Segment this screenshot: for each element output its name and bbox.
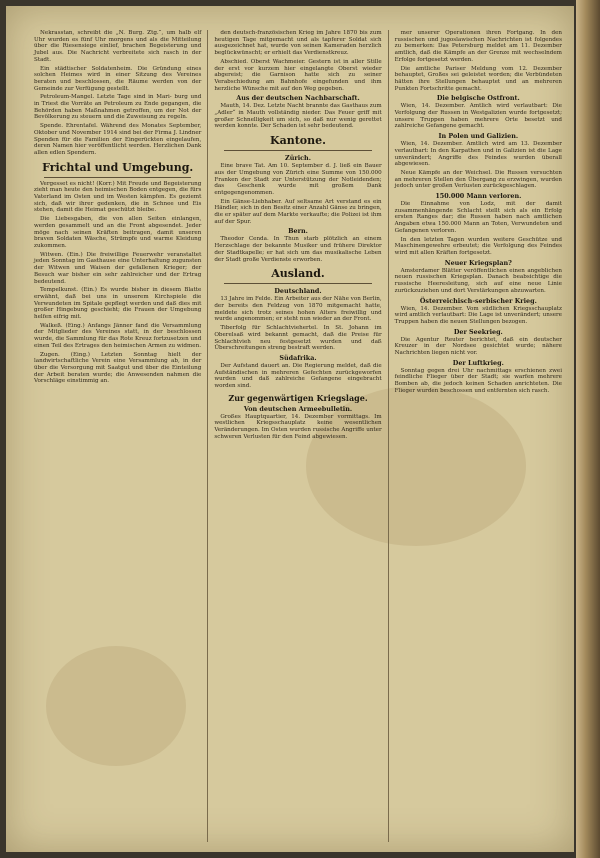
article-paragraph: Zugen. (Eing.) Letzten Sonntag hielt der landwirtschaftliche Verein eine Versammlung ab, in der über die Versorgung mit Saatgut und über die Einteilung der Arbeit beraten wurde; die Anwesenden nahmen die Vorschläge einstimmig an. <box>34 351 202 385</box>
article-paragraph: Tempelkunst. (Ein.) Es wurde bisher in diesem Blatte erwähnt, daß bei uns in unserem Kirchspiele die Verwundeten im Spitale gepflegt werden und daß dies mit großer Hingebung geschieht; die Frauen der Umgebung helfen eifrig mit. <box>34 287 202 321</box>
article-paragraph: Neue Kämpfe an der Weichsel. Die Russen versuchten an mehreren Stellen den Übergang zu erzwingen, wurden jedoch unter großen Verlusten zurückgeschlagen. <box>394 169 562 190</box>
section-heading: Frichtal und Umgebung. <box>42 160 194 174</box>
article-paragraph: Walkeß. (Eing.) Anfangs Jänner fand die Versammlung der Mitglieder des Vereines statt, in der beschlossen wurde, die Sammlung für das Rote Kreuz fortzusetzen und einen Teil des Ertrages den heimischen Armen zu widmen. <box>34 322 202 349</box>
article-paragraph: Wien, 14. Dezember. Vom südlichen Kriegsschauplatz wird amtlich verlautbart: Die Lage ist unverändert; unsere Truppen haben die neuen Stellungen bezogen. <box>394 305 562 325</box>
article-heading: Der Luftkrieg. <box>452 358 504 367</box>
article-heading: Die belgische Ostfront. <box>436 94 520 103</box>
article-heading: Von deutschen Armeebulletin. <box>243 404 353 413</box>
article-heading: 150.000 Mann verloren. <box>435 192 522 201</box>
column-middle <box>208 30 388 842</box>
article-paragraph: Abschied. Oberst Wachmeier. Gestern ist in aller Stille der erst vor kurzem hier eingelangte Oberst wieder abgereist; die Garnison hatte sich zu seiner Verabschiedung am Bahnhofe eingefunden und ihm herzliche Wünsche mit auf den Weg gegeben. <box>214 58 382 92</box>
article-paragraph: Petroleum-Mangel. Letzte Tage sind in Mari- burg und in Triest die Vorräte an Petroleum zu Ende gegangen, die Behörden haben Maßnahmen getroffen, um der Not der Bevölkerung zu steuern und die Zuweisung zu regeln. <box>34 94 202 121</box>
section-heading: Kantone. <box>270 134 326 148</box>
article-heading: Südafrika. <box>279 353 317 362</box>
heading-rule <box>224 283 371 284</box>
article-paragraph: Mauth, 14. Dez. Letzte Nacht brannte das Gasthaus zum „Adler“ in Mauth vollständig nieder. Das Feuer griff mit großer Schnelligkeit um sich, so daß nur wenig gerettet werden konnte. Der Schaden ist sehr bedeutend. <box>214 103 382 130</box>
article-paragraph: Spende. Ehrentafel. Während des Monates September, Oktober und November 1914 sind bei der Firma J. Lindner Spenden für die Familien der Eingerückten eingelaufen, deren Namen hier veröffentlicht werden. Herzlichen Dank allen edlen Spendern. <box>34 123 202 156</box>
article-paragraph: Eine brave Tat. Am 10. September d. J. ließ ein Bauer aus der Umgebung von Zürich eine Summe von 150.000 Franken der Stadt zur Unterstützung der Notleidenden; das Geschenk wurde mit großem Dank entgegengenommen. <box>214 163 382 196</box>
article-paragraph: Die Einnahme von Lodz, mit der damit zusammenhängende Schlacht stellt sich als ein Erfolg ersten Ranges dar; die Russen haben nach amtlichen Angaben etwa 150.000 Mann an Toten, Verwundeten und Gefangenen verloren. <box>394 201 562 234</box>
column-left <box>28 30 208 842</box>
book-spine <box>576 0 600 858</box>
article-heading: Aus der deutschen Nachbarschaft. <box>236 94 360 103</box>
article-heading: Neuer Kriegsplan? <box>444 258 512 267</box>
article-paragraph: Ein städtischer Soldatenheim. Die Gründung eines solchen Heimes wird in einer Sitzung des Vereines beraten und beschlossen, die Räume werden von der Gemeinde zur Verfügung gestellt. <box>34 65 202 92</box>
article-paragraph: 13 Jahre im Felde. Ein Arbeiter aus der Nähe von Berlin, der bereits den Feldzug von 1870 mitgemacht hatte, meldete sich trotz seines hohen Alters freiwillig und wurde angenommen; er steht nun wieder an der Front. <box>214 296 382 323</box>
article-paragraph: den deutsch-französischen Krieg im Jahre 1870 bis zum heutigen Tage mitgemacht und als tapferer Soldat sich ausgezeichnet hat, wurde von seinen Kameraden herzlich beglückwünscht; er erhielt das Verdienstkreuz. <box>214 30 382 57</box>
heading-rule <box>224 150 371 151</box>
article-paragraph: Die Liebesgaben, die von allen Seiten einlangen, werden gesammelt und an die Front abgesendet. Jeder möge nach seinen Kräften beitragen, damit unseren braven Soldaten Wäsche, Strümpfe und warme Kleidung zukommen. <box>34 216 202 249</box>
article-paragraph: Amsterdamer Blätter veröffentlichen einen angeblichen neuen russischen Kriegsplan. Danach beabsichtige die russische Heeresleitung, sich auf eine neue Linie zurückzuziehen und dort Verstärkungen abzuwarten. <box>394 267 562 294</box>
column-right <box>389 30 568 842</box>
section-heading: Ausland. <box>271 267 325 281</box>
article-paragraph: Nekrasstan, schreibt die „N. Burg. Ztg.“, um halb elf Uhr wurden es fünf Uhr morgens und als die Mitteilung über die Riesensiege einlief, brachen Begeisterung und Jubel aus. Die Nachricht verbreitete sich rasch in der Stadt. <box>34 30 202 63</box>
article-paragraph: Sonntag gegen drei Uhr nachmittags erschienen zwei feindliche Flieger über der Stadt; sie warfen mehrere Bomben ab, die jedoch keinen Schaden anrichteten. Die Flieger wurden beschossen und entfernten sich rasch. <box>394 367 562 394</box>
article-heading: Deutschland. <box>274 287 322 296</box>
article-paragraph: Wien, 14. Dezember. Amtlich wird verlautbart: Die Verfolgung der Russen in Westgalizien wurde fortgesetzt; unsere Truppen haben mehrere Orte besetzt und zahlreiche Gefangene gemacht. <box>394 103 562 130</box>
article-heading: Bern. <box>288 227 308 236</box>
article-paragraph: Tiberfolg für Schlachtviehertel. In St. Johann im Oberelsaß wird bekannt gemacht, daß die Preise für Schlachtvieh neu festgesetzt wurden und daß Überschreitungen streng bestraft werden. <box>214 325 382 352</box>
article-paragraph: Witwen. (Ein.) Die freiwillige Feuerwehr veranstaltet jeden Sonntag im Gasthause eine Unterhaltung zugunsten der Witwen und Waisen der gefallenen Krieger; der Besuch war bisher ein sehr zahlreicher und der Ertrag bedeutend. <box>34 251 202 285</box>
heading-rule <box>44 177 191 178</box>
subsection-heading: Zur gegenwärtigen Kriegslage. <box>228 392 368 403</box>
article-heading: In Polen und Galizien. <box>438 132 519 141</box>
article-paragraph: Ein Gänse-Liebhaber. Auf seltsame Art verstand es ein Händler, sich in den Besitz einer Anzahl Gänse zu bringen, die er später auf dem Markte verkaufte; die Polizei ist ihm auf der Spur. <box>214 198 382 225</box>
article-paragraph: Großes Hauptquartier, 14. Dezember vormittags. Im westlichen Kriegsschauplatz keine wesentlichen Veränderungen. Im Osten wurden russische Angriffe unter schweren Verlusten für den Feind abgewiesen. <box>214 413 382 440</box>
article-paragraph: Der Aufstand dauert an. Die Regierung meldet, daß die Aufständischen in mehreren Gefechten zurückgeworfen wurden und daß zahlreiche Gefangene eingebracht worden sind. <box>214 362 382 390</box>
article-heading: Zürich. <box>285 154 311 163</box>
article-paragraph: Wien, 14. Dezember. Amtlich wird am 13. Dezember verlautbart: In den Karpathen und in Galizien ist die Lage unverändert; Angriffe des Feindes wurden überall abgewiesen. <box>394 141 562 168</box>
article-heading: Der Seekrieg. <box>453 327 503 336</box>
column-container <box>28 30 568 842</box>
article-paragraph: Die amtliche Pariser Meldung vom 12. Dezember behauptet, Großes sei geleistet worden; die Verbündeten hätten ihre Stellungen behauptet und an mehreren Punkten Fortschritte gemacht. <box>394 65 562 92</box>
article-paragraph: Die Agentur Reuter berichtet, daß ein deutscher Kreuzer in der Nordsee gesichtet wurde; nähere Nachrichten liegen nicht vor. <box>394 336 562 357</box>
article-paragraph: mer unserer Operationen ihren Fortgang. In den russischen und jugoslawischen Nachrichten ist folgendes zu bemerken: Das Petersburg meldet am 11. Dezember amtlich, daß die Kämpfe an der Grenze mit wechselndem Erfolge fortgesetzt werden. <box>394 30 562 63</box>
article-paragraph: In den letzten Tagen wurden weitere Geschütze und Maschinengewehre erbeutet; die Verfolgung des Feindes wird mit allen Kräften fortgesetzt. <box>394 236 562 256</box>
article-paragraph: Theodor Cenda. In Thun starb plötzlich an einem Herzschlage der bekannte Musiker und frühere Direktor der Stadtkapelle; er hat sich um das musikalische Leben der Stadt große Verdienste erworben. <box>214 236 382 263</box>
article-paragraph: Vergesset es nicht! (Korr.) Mit Freude und Begeisterung zieht man heute den heimischen Boden entgegen, die fürs Vaterland im Osten und im Westen kämpfen. Es geziemt sich, daß wir ihrer gedenken, die in Schnee und Eis stehen, damit die Heimat geschützt bleibe. <box>34 180 202 214</box>
article-heading: Österreichisch-serbischer Krieg. <box>419 296 537 305</box>
newspaper-page <box>6 6 574 852</box>
